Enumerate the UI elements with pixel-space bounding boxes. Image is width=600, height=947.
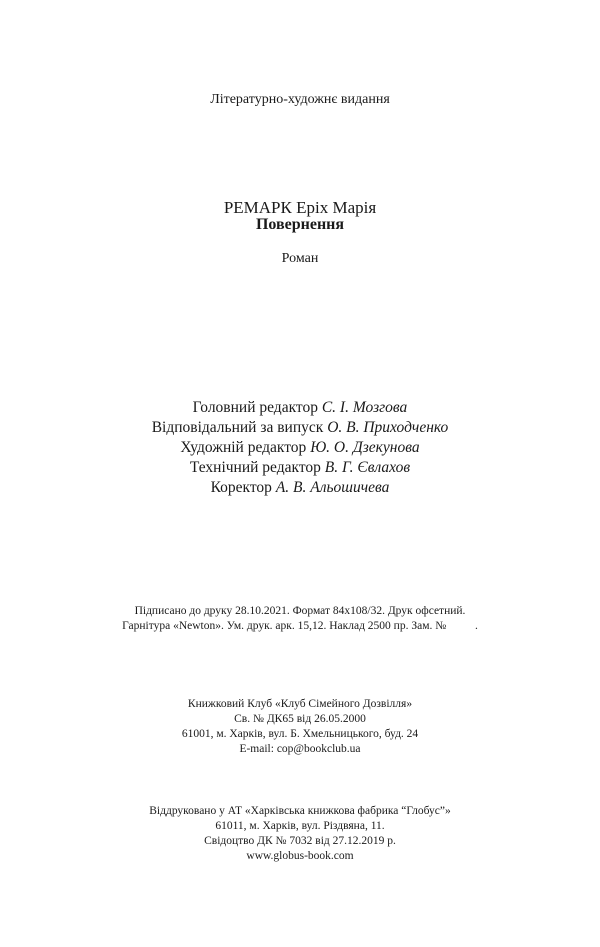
- credit-person: О. В. Приходченко: [327, 419, 449, 436]
- print-info: [0, 604, 600, 634]
- publisher-name: Книжковий Клуб «Клуб Сімейного Дозвілля»: [187, 698, 413, 710]
- print-info-line: Гарнітура «Newton». Ум. друк. арк. 15,12. Наклад 2500 пр. Зам. № .: [122, 620, 478, 632]
- book-title: Повернення: [255, 216, 345, 233]
- credit-role: Коректор: [210, 479, 276, 496]
- credit-role: Відповідальний за випуск: [151, 419, 328, 436]
- credit-person: Ю. О. Дзекунова: [310, 439, 420, 456]
- credit-role: Головний редактор: [192, 399, 322, 416]
- credit-responsible: [0, 418, 600, 438]
- author-name: РЕМАРК Еріх Марія: [223, 198, 377, 217]
- credit-tech-editor: [0, 458, 600, 478]
- credit-person: А. В. Альошичева: [275, 479, 390, 496]
- publisher-email: E-mail: cop@bookclub.ua: [239, 743, 361, 755]
- printer-address: 61011, м. Харків, вул. Різдвяна, 11.: [215, 820, 385, 832]
- printer-certificate: Свідоцтво ДК № 7032 від 27.12.2019 р.: [204, 835, 396, 847]
- printer-name: Віддруковано у АТ «Харківська книжкова фабрика “Глобус”»: [149, 805, 451, 817]
- printer-info: [0, 804, 600, 864]
- publisher-certificate: Св. № ДК65 від 26.05.2000: [234, 713, 366, 725]
- credit-role: Технічний редактор: [189, 459, 325, 476]
- credit-art-editor: [0, 438, 600, 458]
- printer-website: www.globus-book.com: [246, 850, 354, 862]
- subgenre-label: Роман: [281, 251, 319, 266]
- credit-proofreader: [0, 478, 600, 498]
- genre-label: Літературно-художнє видання: [210, 92, 390, 107]
- print-info-line: Підписано до друку 28.10.2021. Формат 84x108/32. Друк офсетний.: [134, 605, 466, 617]
- credit-chief-editor: [0, 398, 600, 418]
- publisher-info: [0, 697, 600, 757]
- editorial-credits: [0, 398, 600, 498]
- publisher-address: 61001, м. Харків, вул. Б. Хмельницького, буд. 24: [181, 728, 419, 740]
- credit-person: С. І. Мозгова: [321, 399, 408, 416]
- credit-person: В. Г. Євлахов: [324, 459, 411, 476]
- credit-role: Художній редактор: [180, 439, 311, 456]
